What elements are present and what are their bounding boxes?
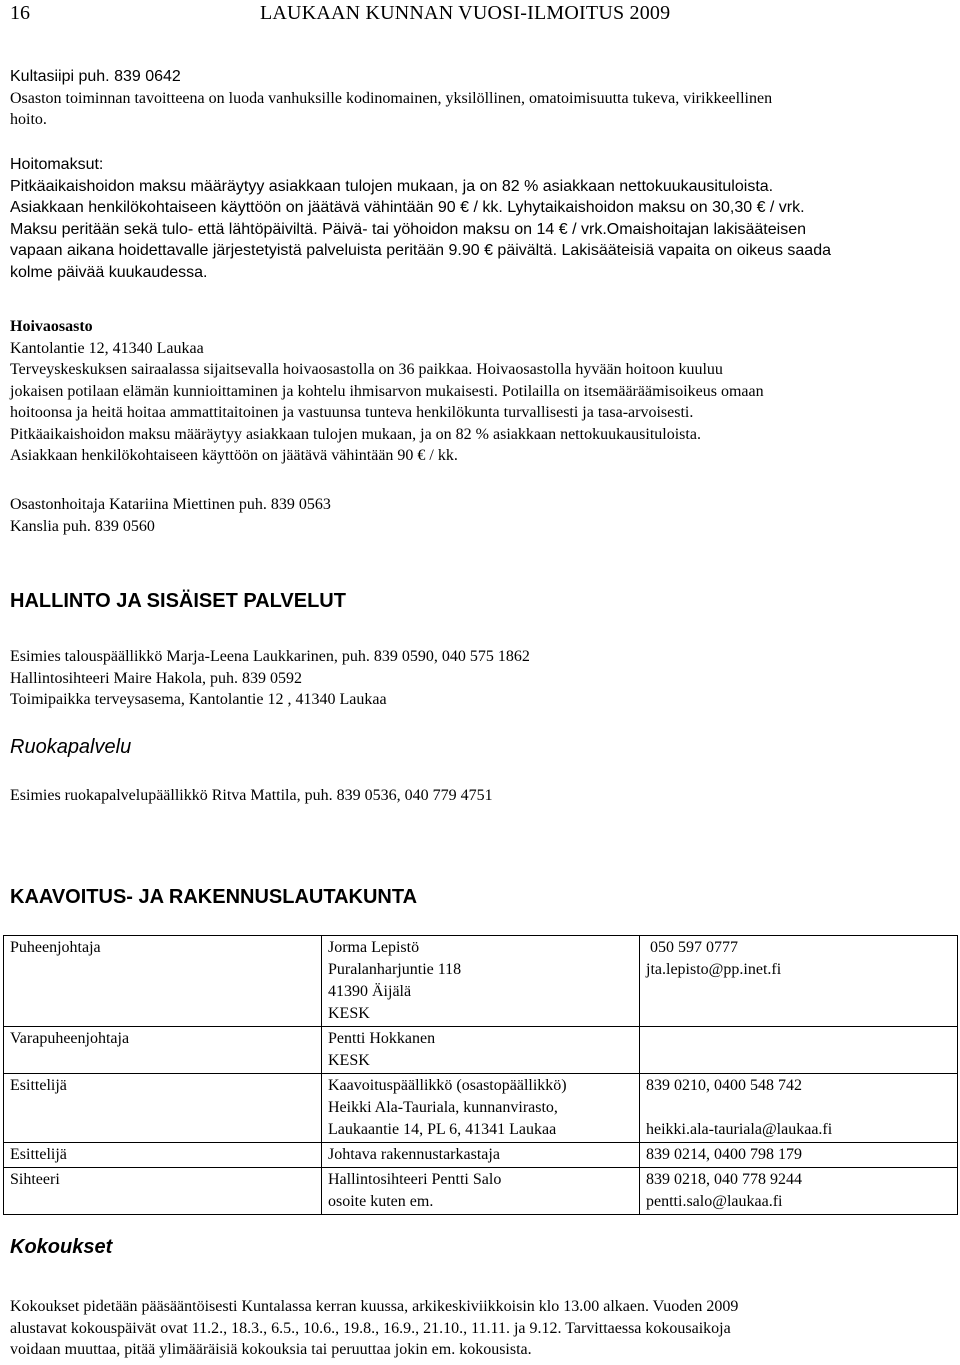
contact-cell bbox=[640, 936, 958, 1027]
person-line: Heikki Ala-Tauriala, kunnanvirasto, bbox=[328, 1099, 558, 1116]
role-cell bbox=[4, 1074, 322, 1143]
hoivaosasto-title: Hoivaosasto bbox=[10, 318, 93, 335]
ruokapalvelu-heading: Ruokapalvelu bbox=[10, 736, 132, 758]
role-cell bbox=[4, 1027, 322, 1074]
contact-cell bbox=[640, 1074, 958, 1143]
osastonhoitaja-contact: Osastonhoitaja Katariina Miettinen puh. 839 0563 bbox=[10, 496, 331, 513]
kokoukset-line: voidaan muuttaa, pitää ylimääräisiä kokouksia tai peruuttaa jokin em. kokousista. bbox=[10, 1341, 532, 1358]
page-number: 16 bbox=[10, 2, 30, 24]
kokoukset-line: Kokoukset pidetään pääsääntöisesti Kuntalassa kerran kuussa, arkikeskiviikkoisin klo 13.00 alkaen. Vuoden 2009 bbox=[10, 1298, 739, 1315]
person-cell bbox=[322, 936, 640, 1027]
hoivaosasto-line: Pitkäaikaishoidon maksu määräytyy asiakkaan tulojen mukaan, ja on 82 % asiakkaan nettokuukausituloista. bbox=[10, 425, 701, 443]
table-row bbox=[4, 1074, 958, 1143]
person-cell bbox=[322, 1143, 640, 1168]
hoitomaksut-line: Pitkäaikaishoidon maksu määräytyy asiakkaan tulojen mukaan, ja on 82 % asiakkaan nettokuukausituloista. bbox=[10, 177, 774, 195]
role-cell bbox=[4, 1143, 322, 1168]
kokoukset-section bbox=[10, 1296, 945, 1361]
hoitomaksut-line: kolme päivää kuukaudessa. bbox=[10, 263, 208, 281]
hoitomaksut-line: Maksu peritään sekä tulo- että lähtöpäiviltä. Päivä- tai yöhoidon maksu on 14 € / vrk.Omaishoitajan lakisääteisen bbox=[10, 220, 806, 238]
hoitomaksut-line: Asiakkaan henkilökohtaiseen käyttöön on jäätävä vähintään 90 € / kk. Lyhytaikaishoidon maksu on 30,30 € / vrk. bbox=[10, 199, 805, 216]
person-cell bbox=[322, 1074, 640, 1143]
contact-spacer bbox=[646, 1097, 952, 1119]
person-line: Hallintosihteeri Pentti Salo bbox=[328, 1171, 502, 1188]
table-row bbox=[4, 1143, 958, 1168]
person-line: KESK bbox=[328, 1052, 370, 1069]
ruokapalvelu-heading-wrap bbox=[10, 736, 945, 759]
kokoukset-heading-wrap bbox=[10, 1236, 945, 1259]
email-link[interactable]: jta.lepisto@pp.inet.fi bbox=[646, 961, 782, 978]
role-cell bbox=[4, 936, 322, 1027]
table-row bbox=[4, 936, 958, 1027]
table-row bbox=[4, 1027, 958, 1074]
person-line: Pentti Hokkanen bbox=[328, 1030, 436, 1047]
kaavoitus-heading: KAAVOITUS- JA RAKENNUSLAUTAKUNTA bbox=[10, 886, 418, 908]
hoivaosasto-line: Terveyskeskuksen sairaalassa sijaitsevalla hoivaosastolla on 36 paikkaa. Hoivaosastolla hyvään hoitoon kuuluu bbox=[10, 361, 723, 378]
contact-cell bbox=[640, 1168, 958, 1215]
contact-cell bbox=[640, 1027, 958, 1074]
phone-text: 839 0214, 0400 798 179 bbox=[646, 1146, 802, 1163]
hallinto-heading: HALLINTO JA SISÄISET PALVELUT bbox=[10, 590, 346, 612]
hoivaosasto-contacts bbox=[10, 494, 945, 537]
phone-text: 839 0218, 040 778 9244 bbox=[646, 1171, 802, 1188]
kultasiipi-phone: Kultasiipi puh. 839 0642 bbox=[10, 68, 181, 85]
ruokapalvelu-line: Esimies ruokapalvelupäällikkö Ritva Mattila, puh. 839 0536, 040 779 4751 bbox=[10, 787, 493, 804]
hallinto-section bbox=[10, 646, 945, 711]
kultasiipi-text-line: Osaston toiminnan tavoitteena on luoda vanhuksille kodinomainen, yksilöllinen, omatoimisuutta tukeva, virikkeellinen bbox=[10, 89, 773, 107]
hoivaosasto-address: Kantolantie 12, 41340 Laukaa bbox=[10, 339, 204, 357]
hallinto-line: Esimies talouspäällikkö Marja-Leena Laukkarinen, puh. 839 0590, 040 575 1862 bbox=[10, 648, 530, 665]
kokoukset-heading: Kokoukset bbox=[10, 1236, 113, 1258]
kanslia-contact: Kanslia puh. 839 0560 bbox=[10, 517, 155, 535]
person-line: Jorma Lepistö bbox=[328, 939, 420, 956]
person-cell bbox=[322, 1168, 640, 1215]
role-cell bbox=[4, 1168, 322, 1215]
hoitomaksut-line: vapaan aikana hoidettavalle järjestetyistä palveluista peritään 9.90 € päivältä. Lakisääteisiä vapaita on oikeus saada bbox=[10, 242, 831, 259]
hoivaosasto-line: Asiakkaan henkilökohtaiseen käyttöön on jäätävä vähintään 90 € / kk. bbox=[10, 447, 458, 464]
hoitomaksut-title: Hoitomaksut: bbox=[10, 156, 104, 173]
hoivaosasto-section bbox=[10, 316, 945, 467]
hallinto-line: Toimipaikka terveysasema, Kantolantie 12 , 41340 Laukaa bbox=[10, 691, 387, 708]
person-line: KESK bbox=[328, 1005, 370, 1022]
role-text: Varapuheenjohtaja bbox=[10, 1030, 130, 1047]
role-text: Esittelijä bbox=[10, 1146, 67, 1163]
hoivaosasto-line: jokaisen potilaan elämän kunnioittaminen ja kohtelu ihmisarvon mukaisesti. Potilailla on itsemääräämisoikeus omaan bbox=[10, 382, 764, 400]
hallinto-line: Hallintosihteeri Maire Hakola, puh. 839 0592 bbox=[10, 669, 302, 687]
person-line: Johtava rakennustarkastaja bbox=[328, 1146, 500, 1163]
email-link[interactable]: heikki.ala-tauriala@laukaa.fi bbox=[646, 1121, 833, 1138]
kultasiipi-section bbox=[10, 66, 945, 131]
hoitomaksut-section bbox=[10, 154, 945, 283]
kultasiipi-text-line: hoito. bbox=[10, 111, 47, 128]
contact-cell bbox=[640, 1143, 958, 1168]
ruokapalvelu-section bbox=[10, 785, 945, 807]
person-line: osoite kuten em. bbox=[328, 1193, 434, 1210]
person-line: Kaavoituspäällikkö (osastopäällikkö) bbox=[328, 1077, 567, 1094]
kaavoitus-members-table bbox=[3, 935, 958, 1215]
person-cell bbox=[322, 1027, 640, 1074]
role-text: Esittelijä bbox=[10, 1077, 67, 1094]
role-text: Sihteeri bbox=[10, 1171, 60, 1188]
page-header bbox=[10, 2, 950, 28]
page-title: LAUKAAN KUNNAN VUOSI-ILMOITUS 2009 bbox=[260, 2, 671, 24]
kaavoitus-heading-wrap bbox=[10, 886, 945, 909]
person-line: Puralanharjuntie 118 bbox=[328, 961, 462, 978]
phone-text: 839 0210, 0400 548 742 bbox=[646, 1077, 802, 1094]
hoivaosasto-line: hoitoonsa ja heitä hoitaa ammattitaitoinen ja vastuunsa tunteva henkilökunta turvallisesti ja tasa-arvoisesti. bbox=[10, 404, 694, 421]
phone-text: 050 597 0777 bbox=[646, 939, 738, 956]
table-row bbox=[4, 1168, 958, 1215]
person-line: Laukaantie 14, PL 6, 41341 Laukaa bbox=[328, 1121, 557, 1138]
person-line: 41390 Äijälä bbox=[328, 983, 412, 1000]
hallinto-heading-wrap bbox=[10, 590, 945, 613]
email-link[interactable]: pentti.salo@laukaa.fi bbox=[646, 1193, 783, 1210]
role-text: Puheenjohtaja bbox=[10, 939, 101, 956]
kokoukset-line: alustavat kokouspäivät ovat 11.2., 18.3., 6.5., 10.6., 19.8., 16.9., 21.10., 11.11. ja 9.12. Tarvittaessa kokousaikoja bbox=[10, 1319, 731, 1337]
